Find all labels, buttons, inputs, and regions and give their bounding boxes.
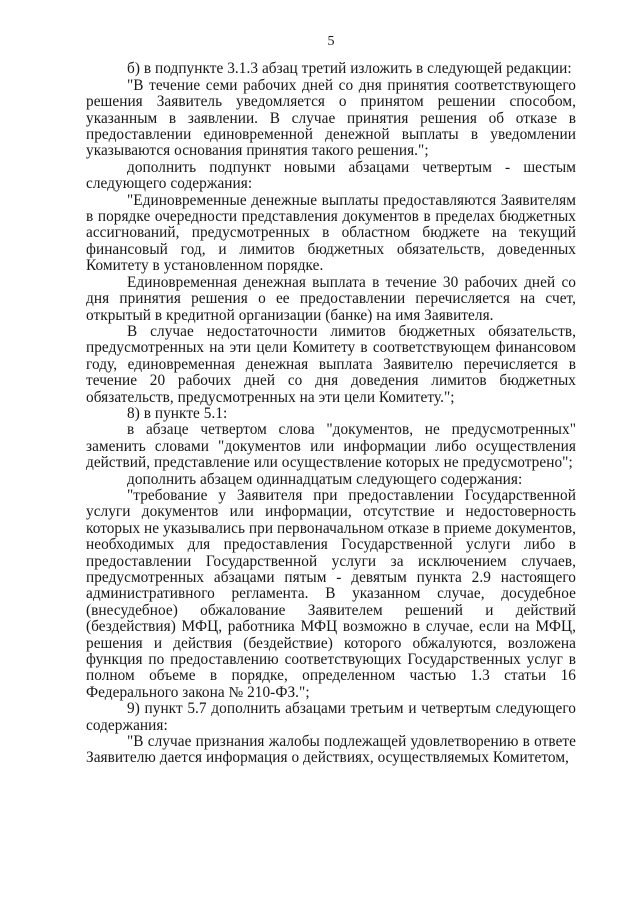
- paragraph-insufficient-limits: В случае недостаточности лимитов бюджетных обязательств, предусмотренных на эти цели Комитету в соответствующем финансовом году, единовременная денежная выплата Заявителю перечисляется в течение 20 рабочих дней со дня доведения лимитов бюджетных обязательств, предусмотренных на эти цели Комитету.";: [86, 322, 576, 406]
- paragraph-item-9: 9) пункт 5.7 дополнить абзацами третьим и четвертым следующего содержания:: [86, 700, 576, 734]
- paragraph-replace-words: в абзаце четвертом слова "документов, не предусмотренных" заменить словами "документов или информации либо осуществления действий, представление или осуществление которых не предусмотрено";: [86, 421, 576, 472]
- paragraph-notification-term: "В течение семи рабочих дней со дня принятия соответствующего решения Заявитель уведомляется о принятом решении способом, указанным в заявлении. В случае принятия решения об отказе в предоставлении единовременной денежной выплаты в уведомлении указываются основания принятия такого решения.";: [86, 76, 576, 160]
- paragraph-payment-transfer: Единовременная денежная выплата в течение 30 рабочих дней со дня принятия решения о ее предоставлении перечисляется на счет, открытый в кредитной организации (банке) на имя Заявителя.: [86, 273, 576, 324]
- paragraph-subitem-b: б) в подпункте 3.1.3 абзац третий изложить в следующей редакции:: [127, 60, 572, 78]
- page-number: 5: [327, 34, 335, 49]
- paragraph-payments-order: "Единовременные денежные выплаты предоставляются Заявителям в порядке очередности представления документов в пределах бюджетных ассигнований, предусмотренных в областном бюджете на текущий финансовый год, и лимитов бюджетных обязательств, доведенных Комитету в установленном порядке.: [86, 191, 576, 275]
- paragraph-add-eleventh: дополнить абзацем одиннадцатым следующего содержания:: [127, 470, 523, 488]
- paragraph-item-8: 8) в пункте 5.1:: [127, 404, 228, 422]
- document-page: [86, 34, 576, 767]
- paragraph-add-paragraphs: дополнить подпункт новыми абзацами четвертым - шестым следующего содержания:: [86, 158, 576, 193]
- paragraph-complaint-satisfied: "В случае признания жалобы подлежащей удовлетворению в ответе Заявителю дается информация о действиях, осуществляемых Комитетом,: [86, 733, 576, 767]
- paragraph-requirement: "требование у Заявителя при предоставлении Государственной услуги документов или информации, отсутствие и недостоверность которых не указывались при первоначальном отказе в приеме документов, необходимых для предоставления Государственной услуги либо в предоставлении Государственной услуги за исключением случаев, предусмотренных абзацами пятым - девятым пункта 2.9 настоящего административного регламента. В указанном случае, досудебное (внесудебное) обжалование Заявителем решений и действий (бездействия) МФЦ, работника МФЦ возможно в случае, если на МФЦ, решения и действия (бездействие) которого обжалуются, возложена функция по предоставлению соответствующих Государственных услуг в полном объеме в порядке, определенном частью 1.3 статьи 16 Федерального закона № 210-ФЗ.";: [86, 486, 576, 701]
